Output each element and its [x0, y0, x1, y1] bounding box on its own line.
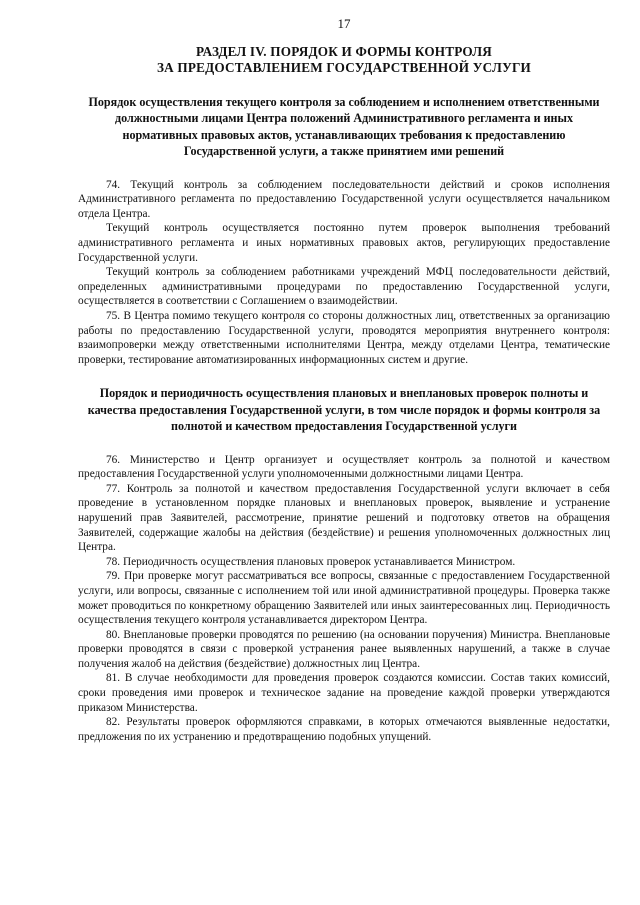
inspections-block [78, 453, 610, 745]
subheading-inspections: Порядок и периодичность осуществления плановых и внеплановых проверок полноты и качества предоставления Государственной услуги, в том числе порядок и формы контроля за полнотой и качеством предоставления Государственной услуги [87, 386, 601, 434]
paragraph-74: 74. Текущий контроль за соблюдением последовательности действий и сроков исполнения Административного регламента по предоставлению Государственной услуги осуществляется начальником отдела Центра. [78, 178, 610, 220]
paragraph-75: 75. В Центра помимо текущего контроля со стороны должностных лиц, ответственных за организацию работы по предоставлению Государственной услуги, проводятся мероприятия внутреннего контроля: взаимопроверки между ответственными исполнителями Центра, между отделами Центра, тематические проверки, тестирование автоматизированных информационных систем и другие. [78, 309, 610, 366]
paragraph-74-continuation-2: Текущий контроль за соблюдением работниками учреждений МФЦ последовательности действий, определенных административными процедурами по предоставлению Государственной услуги, осуществляется в соответствии с Соглашением о взаимодействии. [78, 266, 610, 308]
subheading-current-control: Порядок осуществления текущего контроля за соблюдением и исполнением ответственными должностными лицами Центра положений Административного регламента и иных нормативных правовых актов, устанавливающих требования к предоставлению Государственной услуги, а также принятием ими решений [88, 95, 600, 159]
paragraph-78: 78. Периодичность осуществления плановых проверок устанавливается Министром. [106, 555, 516, 568]
paragraph-82: 82. Результаты проверок оформляются справками, в которых отмечаются выявленные недостатки, предложения по их устранению и предотвращению подобных упущений. [78, 716, 610, 743]
paragraph-79: 79. При проверке могут рассматриваться все вопросы, связанные с предоставлением Государственной услуги, или вопросы, связанные с исполнением той или иной административной процедуры. Проверка также может проводиться по конкретному обращению Заявителей или иных заинтересованных лиц. Периодичность осуществления текущего контроля устанавливается директором Центра. [78, 570, 610, 627]
page-number: 17 [337, 16, 351, 31]
paragraph-76: 76. Министерство и Центр организует и осуществляет контроль за полнотой и качеством предоставления Государственной услуги уполномоченными должностными лицами Центра. [78, 453, 610, 481]
section-title-line-1: РАЗДЕЛ IV. ПОРЯДОК И ФОРМЫ КОНТРОЛЯ [196, 44, 492, 59]
paragraph-80: 80. Внеплановые проверки проводятся по решению (на основании поручения) Министра. Внеплановые проверки проводятся в связи с проверкой устранения ранее выявленных нарушений, а также в случае получения жалоб на действия (бездействие) должностных лиц Центра. [78, 628, 610, 670]
section-title [78, 44, 610, 76]
paragraph-77: 77. Контроль за полнотой и качеством предоставления Государственной услуги включает в себя проведение в установленном порядке плановых и внеплановых проверок, выявление и устранение нарушений прав Заявителей, рассмотрение, принятие решений и подготовку ответов на обращения Заявителей, содержащие жалобы на действия (бездействие) и решения уполномоченных должностных лиц Центра. [78, 482, 610, 554]
document-page [78, 16, 610, 762]
paragraph-74-continuation-1: Текущий контроль осуществляется постоянно путем проверок выполнения требований административного регламента и иных нормативных правовых актов, регулирующих предоставление Государственной услуги. [78, 222, 610, 264]
paragraph-81: 81. В случае необходимости для проведения проверок создаются комиссии. Состав таких комиссий, сроки проведения ими проверок и техническое задание на проведение каждой проверки утверждаются приказом Министерства. [78, 672, 610, 714]
section-title-line-2: ЗА ПРЕДОСТАВЛЕНИЕМ ГОСУДАРСТВЕННОЙ УСЛУГИ [157, 60, 531, 75]
current-control-block [78, 178, 610, 368]
